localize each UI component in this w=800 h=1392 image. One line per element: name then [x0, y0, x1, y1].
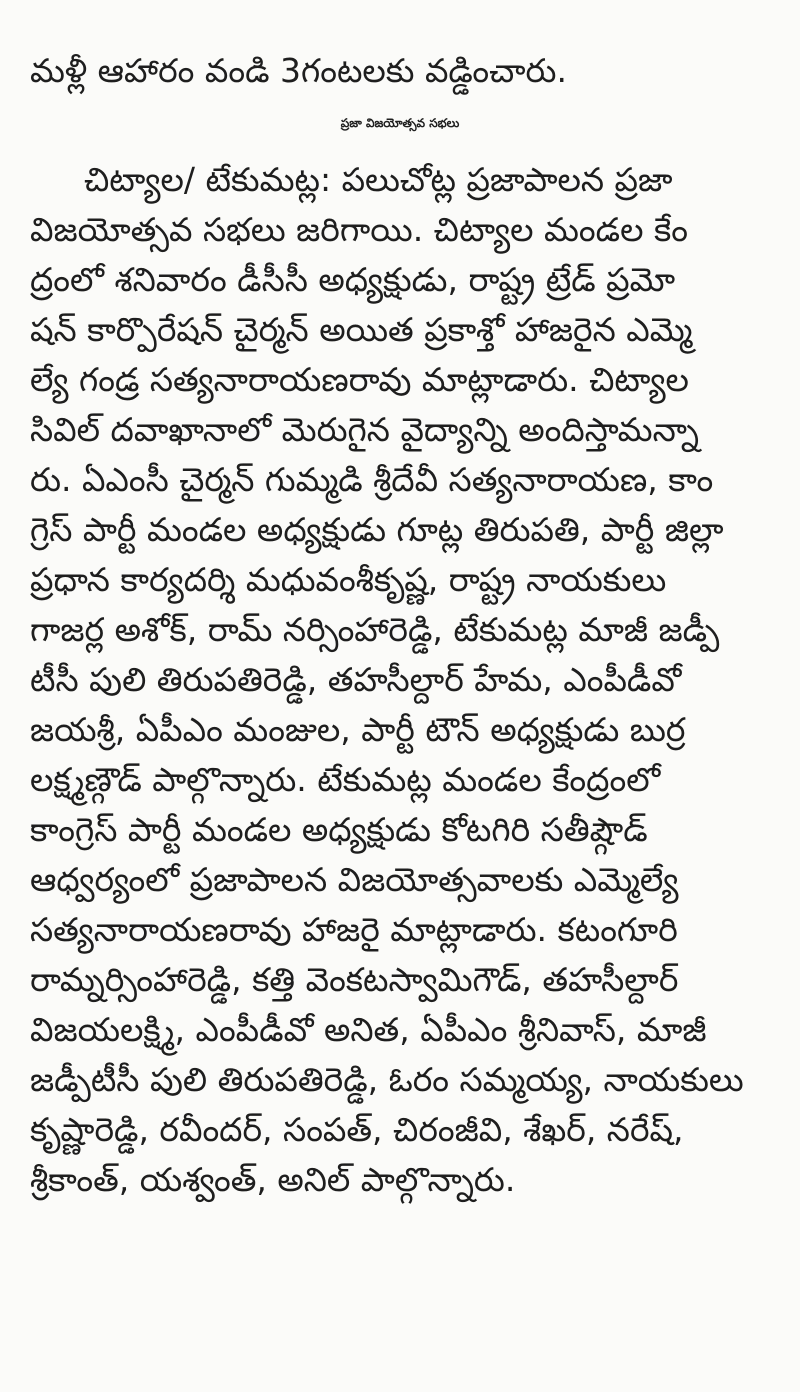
article-line-16: సత్యనారాయణరావు హాజరై మాట్లాడారు. కటంగూరి	[30, 910, 678, 949]
article-line-20: కృష్ణారెడ్డి, రవీందర్, సంపత్, చిరంజీవి, శేఖర్, నరేష్,	[30, 1110, 684, 1149]
article-line-15: ఆధ్వర్యంలో ప్రజాపాలన విజయోత్సవాలకు ఎమ్మెల్యే	[30, 860, 679, 899]
article-line-21: శ్రీకాంత్, యశ్వంత్, అనిల్ పాల్గొన్నారు.	[30, 1160, 516, 1199]
article-line-2: విజయోత్సవ సభలు జరిగాయి. చిట్యాల మండల కేం	[30, 210, 688, 249]
article-line-4: షన్ కార్పొరేషన్ చైర్మన్ అయిత ప్రకాశ్తో హాజరైన ఎమ్మె	[30, 310, 693, 349]
article-line-3: ద్రంలో శనివారం డీసీసీ అధ్యక్షుడు, రాష్ట్ర ట్రేడ్ ప్రమో	[30, 260, 676, 299]
article-line-18: విజయలక్ష్మి, ఎంపీడీవో అనిత, ఏపీఎం శ్రీనివాస్, మాజీ	[30, 1010, 707, 1049]
article-line-12: జయశ్రీ, ఏపీఎం మంజుల, పార్టీ టౌన్ అధ్యక్షుడు బుర్ర	[30, 710, 686, 749]
article-heading: ప్రజా విజయోత్సవ సభలు	[340, 116, 460, 130]
article-line-19: జడ్పీటీసీ పులి తిరుపతిరెడ్డి, ఓరం సమ్మయ్య, నాయకులు	[30, 1060, 744, 1099]
article-line-8: గ్రెస్ పార్టీ మండల అధ్యక్షుడు గూట్ల తిరుపతి, పార్టీ జిల్లా	[30, 510, 724, 549]
article-line-7: రు. ఏఎంసీ చైర్మన్ గుమ్మడి శ్రీదేవీ సత్యనారాయణ, కాం	[30, 460, 714, 499]
top-line: మళ్లీ ఆహారం వండి 3గంటలకు వడ్డించారు.	[30, 51, 567, 90]
article-line-6: సివిల్ దవాఖానాలో మెరుగైన వైద్యాన్ని అందిస్తామన్నా	[30, 410, 699, 449]
article-line-5: ల్యే గండ్ర సత్యనారాయణరావు మాట్లాడారు. చిట్యాల	[30, 360, 689, 399]
article-line-10: గాజర్ల అశోక్, రామ్ నర్సింహారెడ్డి, టేకుమట్ల మాజీ జడ్పీ	[30, 610, 720, 649]
article-line-17: రామ్నర్సింహారెడ్డి, కత్తి వెంకటస్వామిగౌడ్, తహసీల్దార్	[30, 960, 679, 999]
article-line-11: టీసీ పులి తిరుపతిరెడ్డి, తహసీల్దార్ హేమ, ఎంపీడీవో	[30, 660, 682, 699]
article-line-1: చిట్యాల/ టేకుమట్ల: పలుచోట్ల ప్రజాపాలన ప్రజా	[84, 160, 673, 199]
article-line-9: ప్రధాన కార్యదర్శి మధువంశీకృష్ణ, రాష్ట్ర నాయకులు	[30, 560, 667, 599]
article-line-13: లక్ష్మణ్గౌడ్ పాల్గొన్నారు. టేకుమట్ల మండల కేంద్రంలో	[30, 760, 661, 799]
article-line-14: కాంగ్రెస్ పార్టీ మండల అధ్యక్షుడు కోటగిరి సతీష్గౌడ్	[30, 810, 648, 849]
